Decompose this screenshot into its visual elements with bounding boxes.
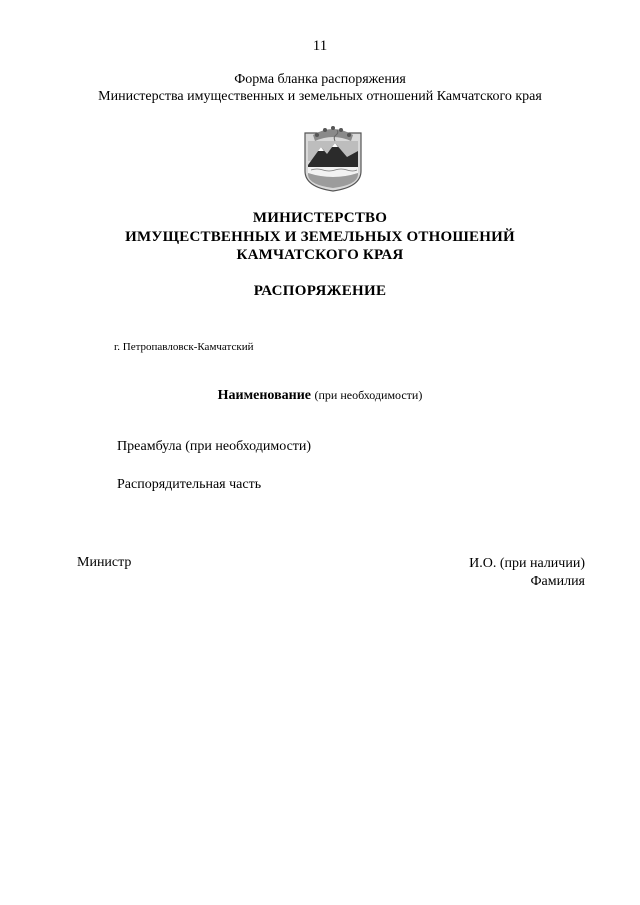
document-operative-part: Распорядительная часть bbox=[117, 477, 262, 492]
signer-initials: И.О. (при наличии) bbox=[469, 556, 585, 571]
form-caption-line-2: Министерства имущественных и земельных отношений Камчатского края bbox=[98, 89, 542, 104]
signer-name-block bbox=[469, 555, 585, 591]
organization-name-line-3: КАМЧАТСКОГО КРАЯ bbox=[236, 247, 404, 263]
document-title-note: (при необходимости) bbox=[314, 388, 423, 402]
form-caption-line-1: Форма бланка распоряжения bbox=[234, 72, 406, 87]
signer-position: Министр bbox=[77, 555, 132, 570]
document-preamble: Преамбула (при необходимости) bbox=[117, 439, 312, 454]
kamchatka-coat-of-arms-icon bbox=[303, 121, 363, 193]
organization-name-line-1: МИНИСТЕРСТВО bbox=[252, 210, 388, 226]
organization-name-line-2: ИМУЩЕСТВЕННЫХ И ЗЕМЕЛЬНЫХ ОТНОШЕНИЙ bbox=[125, 229, 515, 245]
document-title bbox=[0, 388, 640, 404]
document-type: РАСПОРЯЖЕНИЕ bbox=[253, 283, 387, 299]
page-number: 11 bbox=[312, 38, 328, 54]
signer-surname: Фамилия bbox=[530, 574, 585, 589]
document-place: г. Петропавловск-Камчатский bbox=[114, 341, 254, 353]
document-title-label: Наименование bbox=[217, 388, 311, 403]
